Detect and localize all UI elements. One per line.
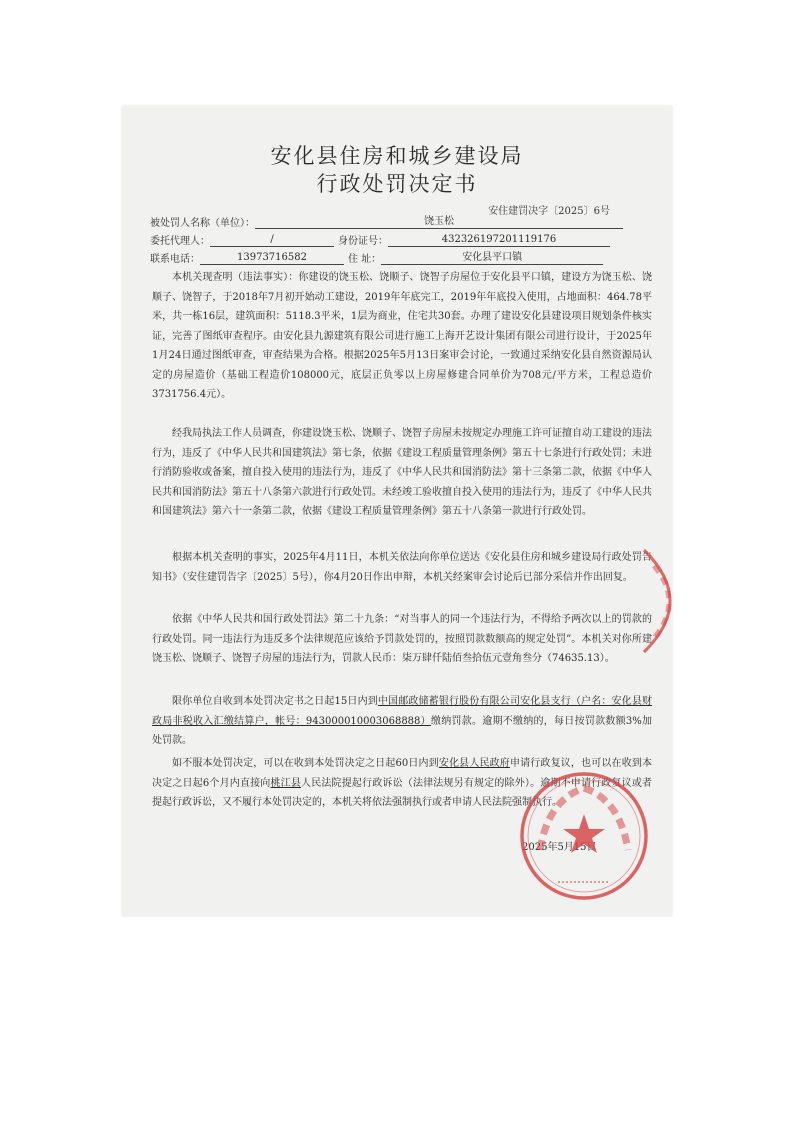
agent-value: /: [210, 234, 334, 247]
document-sheet: [122, 106, 672, 916]
paragraph-facts: 本机关现查明（违法事实）：你建设的饶玉松、饶顺子、饶智子房屋位于安化县平口镇，建设方为饶玉松、饶顺子、饶智子，于2018年7月初开始动工建设，2019年年底完工，2019年年底投入使用，占地面积：464.78平米，共一栋16层，建筑面积：5118.3平米，1层为商业，住宅共30套。办理了建设安化县建设项目规划条件核实证，完善了图纸审查程序。由安化县九源建筑有限公司进行施工上海开艺设计集团有限公司进行设计，于2025年1月24日通过图纸审查，审查结果为合格。根据2025年5月13日案审会讨论，一致通过采纳安化县自然资源局认定的房屋造价（基础工程造价108000元，底层正负零以上房屋修建合同单价为708元/平方米，工程总造价3731756.4元）。: [152, 272, 652, 400]
document-number: 安住建罚决字〔2025〕6号: [488, 206, 610, 217]
appeal-text-b: 申请行政复议，也可以在收到本决定之日起6个月内直接向: [152, 758, 653, 789]
phone-address-row: [150, 250, 603, 264]
agency-title: 安化县住房和城乡建设局: [270, 144, 524, 168]
court-county: 桃江县: [270, 777, 302, 789]
payment-text-a: 限你单位自收到本处罚决定书之日起15日内到: [172, 696, 378, 707]
document-type-title: 行政处罚决定书: [316, 172, 478, 196]
paragraph-payment: [152, 692, 652, 751]
id-label: 身份证号：: [338, 236, 388, 247]
phone-label: 联系电话：: [150, 254, 200, 265]
party-value: 饶玉松: [255, 216, 623, 229]
phone-value: 13973716582: [200, 252, 344, 265]
appeal-text-a: 如不服本处罚决定，可以在收到本处罚决定之日起60日内到: [172, 758, 439, 769]
paragraph-penalty: 依据《中华人民共和国行政处罚法》第二十九条：“对当事人的同一个违法行为，不得给予两次以上的罚款的行政处罚。同一违法行为违反多个法律规范应该给予罚款处罚的，按照罚款数额高的规定处罚”。本机关对你所建饶玉松、饶顺子、饶智子房屋的违法行为，罚款人民币：柒万肆仟陆佰叁拾伍元壹角叁分（74635.13）。: [152, 614, 652, 664]
appeal-text-c: 人民法院提起行政诉讼（法律法规另有规定的除外）。逾期不申请行政复议或者提起行政诉讼，又不履行本处罚决定的，本机关将依法强制执行或者申请人民法院强制执行。: [152, 777, 652, 808]
id-value: 432326197201119176: [388, 234, 610, 247]
party-label: 被处罚人名称（单位）：: [150, 218, 255, 229]
payment-text-b: 缴纳罚款。逾期不缴纳的，每日按罚款数额3%加处罚款。: [152, 715, 652, 746]
decision-date: 2025年5月15日: [522, 842, 597, 853]
partial-seal-icon: [640, 546, 672, 656]
agent-id-row: [150, 232, 610, 246]
address-value: 安化县平口镇: [381, 252, 603, 265]
paragraph-notice: 根据本机关查明的事实，2025年4月11日，本机关依法向你单位送达《安化县住房和城乡建设局行政处罚告知书》（安住建罚告字〔2025〕5号），你4月20日作出申辩，本机关经案审会讨论后已部分采信并作出回复。: [152, 552, 652, 583]
paragraph-investigation: 经我局执法工作人员调查，你建设饶玉松、饶顺子、饶智子房屋未按规定办理施工许可证擅自动工建设的违法行为，违反了《中华人民共和国建筑法》第七条，依据《建设工程质量管理条例》第五十七条进行行政处罚；未进行消防验收或备案，擅自投入使用的违法行为，违反了《中华人民共和国消防法》第十三条第二款，依据《中华人民共和国消防法》第五十八条第六款进行行政处罚。未经竣工验收擅自投入使用的违法行为，违反了《中华人民共和国建筑法》第六十一条第二款，依据《建设工程质量管理条例》第五十八条第一款进行行政处罚。: [152, 428, 652, 517]
party-row: [150, 214, 623, 228]
bank-account: 中国邮政储蓄银行股份有限公司安化县支行（户名：安化县财政局非税收入汇缴结算户，帐号：943000010003068888）: [152, 696, 652, 727]
official-seal-icon: [518, 770, 650, 902]
agent-label: 委托代理人：: [150, 236, 210, 247]
address-label: 住 址：: [348, 254, 382, 265]
review-authority: 安化县人民政府: [438, 758, 510, 769]
